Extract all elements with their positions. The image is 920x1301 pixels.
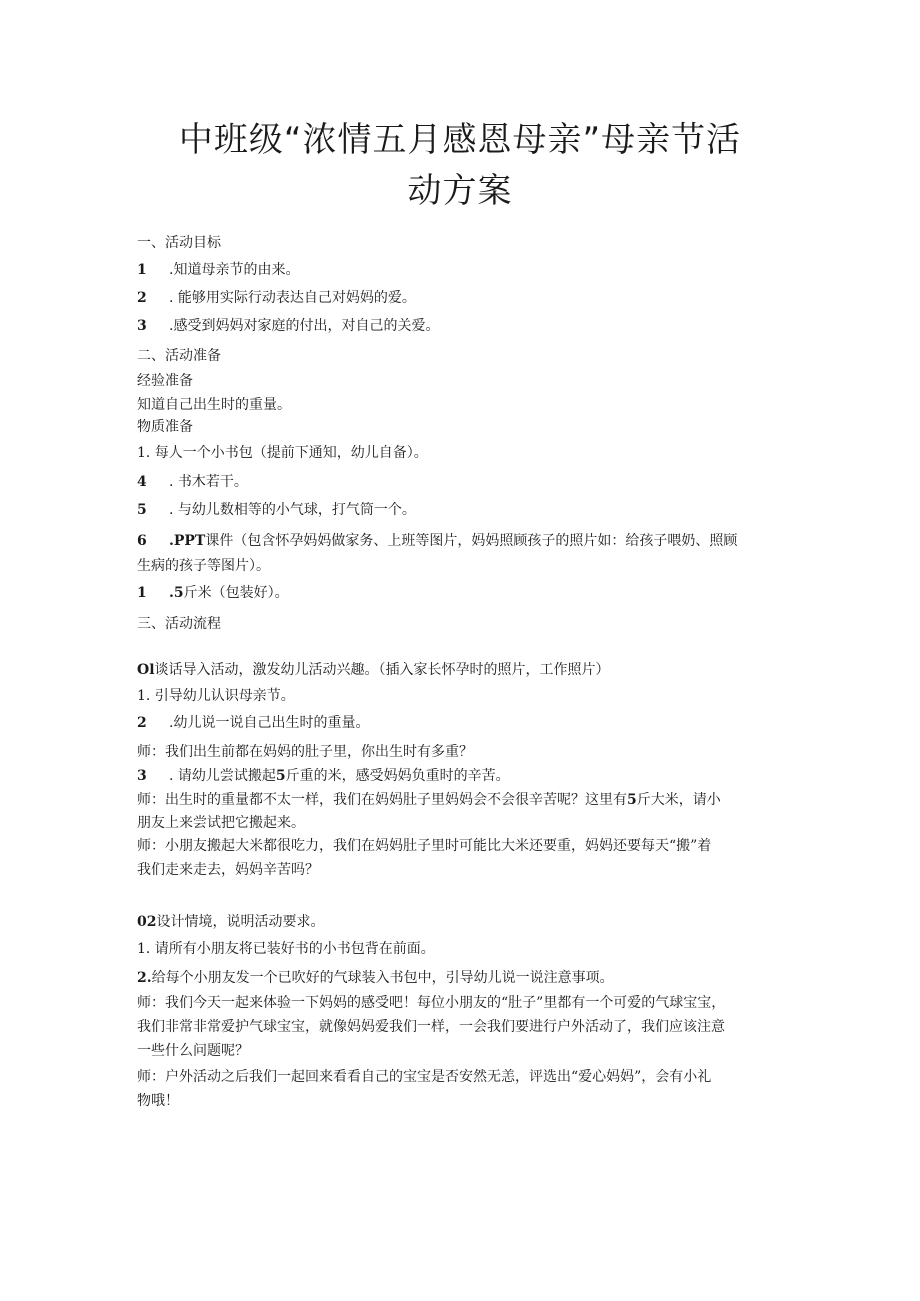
- material-item-5: [137, 500, 416, 520]
- section1-heading: 一、活动目标: [137, 235, 221, 251]
- part2-teacher-2-line2: 物哦！: [137, 1093, 179, 1109]
- section2-heading: 二、活动准备: [137, 348, 221, 364]
- part1-step-2-number: 2: [137, 715, 147, 731]
- part2-teacher-1-line3: 一些什么问题呢？: [137, 1043, 249, 1059]
- part1-step-1: 1. 引导幼儿认识母亲节。: [137, 688, 295, 704]
- part1-teacher-2-b: 斤大米，请小: [636, 792, 721, 808]
- part2-step-2-number: 2.: [137, 970, 152, 986]
- goal-item-1-number: 1: [137, 262, 147, 278]
- part1-teacher-2-continued: 朋友上来尝试把它搬起来。: [137, 815, 305, 831]
- part1-label: Ol: [137, 662, 155, 678]
- goal-item-3: [137, 316, 439, 336]
- document-title-line2: 动方案: [407, 171, 513, 211]
- part1-title-text: 谈话导入活动，激发幼儿活动兴趣。（插入家长怀孕时的照片，工作照片）: [154, 662, 610, 678]
- part2-step-1: 1. 请所有小朋友将已装好书的小书包背在前面。: [137, 941, 435, 957]
- part1-step-2-text: .幼儿说一说自己出生时的重量。: [169, 715, 370, 731]
- material-item-4-number: 4: [137, 474, 147, 490]
- goal-item-1: [137, 260, 299, 280]
- part2-teacher-1-line2: 我们非常非常爱护气球宝宝，就像妈妈爱我们一样，一会我们要进行户外活动了，我们应该注意: [137, 1019, 725, 1035]
- material-item-7-text: 斤米（包装好）。: [183, 585, 289, 601]
- part1-teacher-3-continued: 我们走来走去，妈妈辛苦吗？: [137, 862, 319, 878]
- material-item-5-text: . 与幼儿数相等的小气球，打气筒一个。: [169, 502, 416, 518]
- part1-title: [137, 660, 610, 680]
- part1-teacher-1: 师：我们出生前都在妈妈的肚子里，你出生时有多重？: [137, 744, 473, 760]
- experience-text: 知道自己出生时的重量。: [137, 397, 291, 413]
- document-title-line1: 中班级“浓情五月感恩母亲”母亲节活: [178, 120, 742, 160]
- part1-step-3: [137, 766, 510, 786]
- material-item-6-continued: 生病的孩子等图片）。: [137, 558, 270, 574]
- part2-title-text: 设计情境，说明活动要求。: [156, 914, 325, 930]
- material-heading: 物质准备: [137, 419, 193, 435]
- material-item-7-number: 1: [137, 585, 147, 601]
- part1-teacher-2-bold: 5: [627, 792, 637, 808]
- material-item-4-text: . 书木若干。: [169, 474, 248, 490]
- material-item-7: [137, 583, 289, 603]
- goal-item-2-number: 2: [137, 290, 147, 306]
- material-item-6-ppt: .PPT: [169, 533, 206, 549]
- goal-item-3-text: .感受到妈妈对家庭的付出，对自己的关爱。: [169, 318, 440, 334]
- material-item-1: 1. 每人一个小书包（提前下通知，幼儿自备）。: [137, 445, 428, 461]
- part2-teacher-2: 师：户外活动之后我们一起回来看看自己的宝宝是否安然无恙，评选出“爱心妈妈”，会有小礼: [137, 1069, 712, 1085]
- part2-title: [137, 912, 324, 932]
- part1-step-3-text-b: 斤重的米，感受妈妈负重时的辛苦。: [285, 768, 510, 784]
- goal-item-2: [137, 288, 416, 308]
- part1-teacher-2: [137, 790, 721, 810]
- experience-heading: 经验准备: [137, 373, 193, 389]
- goal-item-2-text: . 能够用实际行动表达自己对妈妈的爱。: [169, 290, 416, 306]
- part1-step-3-text-a: . 请幼儿尝试搬起: [169, 768, 276, 784]
- section3-heading: 三、活动流程: [137, 616, 221, 632]
- part2-teacher-1: 师：我们今天一起来体验一下妈妈的感受吧！每位小朋友的“肚子”里都有一个可爱的气球宝宝，: [137, 995, 726, 1011]
- goal-item-1-text: .知道母亲节的由来。: [169, 262, 300, 278]
- part2-label: 02: [137, 914, 157, 930]
- part1-teacher-2-a: 师：出生时的重量都不太一样，我们在妈妈肚子里妈妈会不会很辛苦呢？这里有: [137, 792, 627, 808]
- material-item-6-text: 课件（包含怀孕妈妈做家务、上班等图片，妈妈照顾孩子的照片如：给孩子喂奶、照顾: [205, 533, 738, 549]
- material-item-6-number: 6: [137, 533, 147, 549]
- part2-step-2: [137, 968, 614, 988]
- material-item-4: [137, 472, 248, 492]
- part1-step-3-bold: 5: [275, 768, 286, 784]
- material-item-5-number: 5: [137, 502, 147, 518]
- goal-item-3-number: 3: [137, 318, 147, 334]
- material-item-6: [137, 531, 737, 551]
- part1-teacher-3: 师：小朋友搬起大米都很吃力，我们在妈妈肚子里时可能比大米还要重，妈妈还要每天“搬”着: [137, 838, 712, 854]
- part2-step-2-text: 给每个小朋友发一个已吹好的气球装入书包中，引导幼儿说一说注意事项。: [151, 970, 614, 986]
- part1-step-3-number: 3: [137, 768, 147, 784]
- part1-step-2: [137, 713, 369, 733]
- material-item-7-bold: .5: [169, 585, 184, 601]
